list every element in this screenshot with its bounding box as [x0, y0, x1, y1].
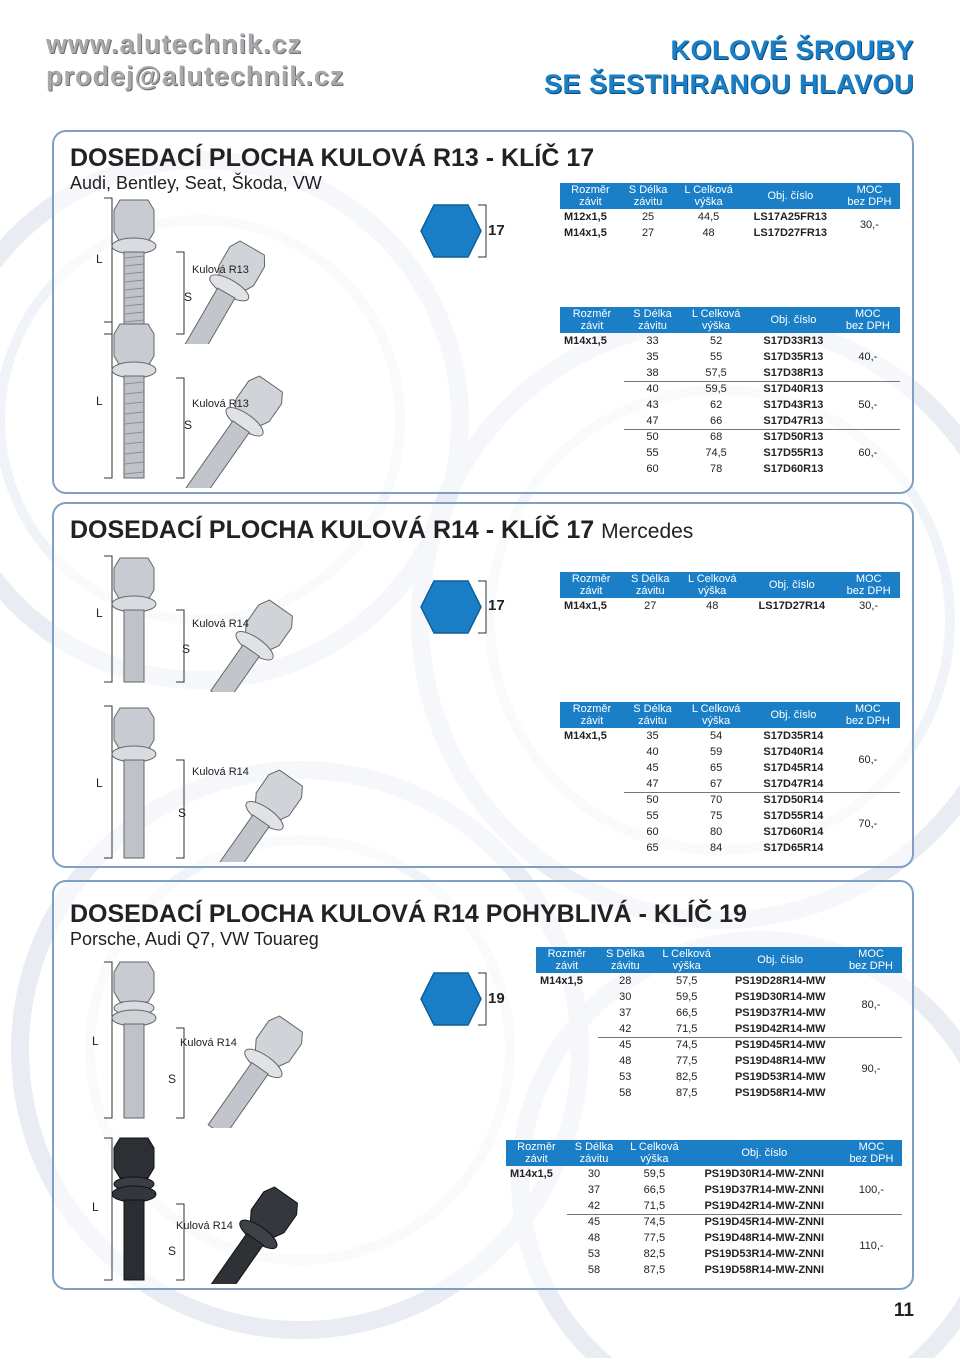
- category-title-line1: KOLOVÉ ŠROUBY: [670, 35, 914, 65]
- seat-type-label: Kulová R14: [192, 618, 249, 630]
- bolt-image: [98, 1134, 358, 1284]
- table-row: 58 87,5 PS19D58R14-MW-ZNNI: [587, 1264, 825, 1276]
- price: 30,-: [859, 600, 879, 612]
- price: 60,-: [858, 753, 878, 766]
- spec-table: Rozměr závit S Délka závitu L Celková výška Obj. číslo MOC bez DPH M14x1,5 35 54 S17D35R14 60,- 40 59 S17D40R14 45 65 S17D45R14 47 67 S17D47R14 50 70 S17D50R14 70,- 55 75 S17D55R14 60 80 S17D60R14 65 84 S17D65R14: [560, 702, 900, 856]
- dimension-S-label: S: [178, 806, 187, 820]
- hex-key-icon: [420, 580, 482, 634]
- spec-table: Rozměr závit S Délka závitu L Celková výška Obj. číslo MOC bez DPH M14x1,5 27 48 LS17D27R14 30,-: [560, 572, 900, 614]
- dimension-L-label: L: [92, 1034, 99, 1048]
- key-dimension-bracket: [478, 204, 488, 258]
- spec-table: Rozměr závit S Délka závitu L Celková výška Obj. číslo MOC bez DPH M14x1,5 28 57,5 PS19D28R14-MW 80,- 30 59,5 PS19D30R14-MW 37 66,5 PS19D37R14-MW 42 71,5 PS19D42R14-MW 45 74,5 PS19D45R14-MW 90,- 48 77,5 PS19D48R14-MW 53 82,5 PS19D53R14-MW 58 87,5 PS19D58R14-MW: [536, 947, 902, 1101]
- page-number: 11: [893, 1300, 914, 1321]
- price: 80,-: [861, 998, 881, 1011]
- seat-type-label: Kulová R13: [192, 398, 249, 410]
- dimension-L-label: L: [96, 394, 103, 408]
- price: 100,-: [858, 1183, 884, 1196]
- table-row: 37 66,5 PS19D37R14-MW: [619, 1007, 826, 1019]
- spec-table: Rozměr závit S Délka závitu L Celková výška Obj. číslo MOC bez DPH M14x1,5 33 52 S17D33R13 40,- 35 55 S17D35R13 38 57,5 S17D38R13 40 59,5 S17D40R13 50,- 43 62 S17D43R13 47 66 S17D47R13 50 68 S17D50R13 60,- 55 74,5 S17D55R13 60 78 S17D60R13: [560, 307, 900, 477]
- table-row: 35 55 S17D35R13: [646, 351, 824, 363]
- key-size: 17: [488, 597, 505, 614]
- table-row: 40 59 S17D40R14: [646, 746, 824, 758]
- price: 90,-: [840, 1037, 902, 1101]
- table-row: 45 74,5 PS19D45R14-MW-ZNNI 110,-: [506, 1214, 902, 1230]
- table-row: 45 65 S17D45R14: [646, 762, 824, 774]
- table-row: 37 66,5 PS19D37R14-MW-ZNNI: [587, 1184, 825, 1196]
- dimension-S-label: S: [168, 1244, 177, 1258]
- price: 110,-: [841, 1214, 902, 1278]
- spec-table: Rozměr závit S Délka závitu L Celková výška Obj. číslo MOC bez DPH M14x1,5 30 59,5 PS19D30R14-MW-ZNNI 100,- 37 66,5 PS19D37R14-MW-ZNNI 42 71,5 PS19D42R14-MW-ZNNI 45 74,5 PS19D45R14-MW-ZNNI 110,- 48 77,5 PS19D48R14-MW-ZNNI 53 82,5 PS19D53R14-MW-ZNNI 58 87,5 PS19D58R14-MW-ZNNI: [506, 1140, 902, 1278]
- table-row: 53 82,5 PS19D53R14-MW: [619, 1071, 826, 1083]
- table-row: M14x1,5 27 48 LS17D27R14 30,-: [560, 598, 900, 614]
- spec-table: Rozměr závit S Délka závitu L Celková výška Obj. číslo MOC bez DPH M12x1,5 25 44,5 LS17A25FR13 30,- M14x1,5 27 48 LS17D27FR13: [560, 183, 900, 241]
- table-row: 47 66 S17D47R13: [646, 414, 824, 427]
- price: 30,-: [859, 219, 879, 231]
- hex-key-icon: [420, 204, 482, 258]
- section-title: DOSEDACÍ PLOCHA KULOVÁ R14 POHYBLIVÁ - KLÍČ 19: [70, 900, 747, 928]
- website-url[interactable]: www.alutechnik.cz: [46, 29, 303, 59]
- dimension-S-label: S: [184, 290, 193, 304]
- table-row: M14x1,5 30 59,5 PS19D30R14-MW-ZNNI 100,-: [506, 1166, 902, 1182]
- section-subtitle: Mercedes: [601, 520, 694, 543]
- table-row: 60 78 S17D60R13: [646, 463, 824, 475]
- seat-type-label: Kulová R13: [192, 264, 249, 276]
- bolt-image: [98, 702, 358, 862]
- dimension-L-label: L: [92, 1200, 99, 1214]
- table-row: 65 84 S17D65R14: [646, 842, 824, 854]
- key-dimension-bracket: [478, 972, 488, 1026]
- table-row: 42 71,5 PS19D42R14-MW: [619, 1022, 826, 1035]
- table-row: 38 57,5 S17D38R13: [646, 366, 824, 379]
- seat-type-label: Kulová R14: [192, 766, 249, 778]
- email-address[interactable]: prodej@alutechnik.cz: [46, 61, 345, 91]
- dimension-S-label: S: [184, 418, 193, 432]
- price: 50,-: [836, 381, 900, 429]
- seat-type-label: Kulová R14: [180, 1037, 237, 1049]
- table-row: 50 70 S17D50R14 70,-: [560, 792, 900, 808]
- table-row: 40 59,5 S17D40R13 50,-: [560, 381, 900, 397]
- key-size: 17: [488, 222, 505, 239]
- table-row: 43 62 S17D43R13: [646, 399, 824, 411]
- dimension-S-label: S: [168, 1072, 177, 1086]
- table-row: 48 77,5 PS19D48R14-MW: [619, 1055, 826, 1067]
- price: 40,-: [858, 350, 878, 363]
- section-title: DOSEDACÍ PLOCHA KULOVÁ R14 - KLÍČ 17 Mercedes: [70, 516, 694, 544]
- table-row: 42 71,5 PS19D42R14-MW-ZNNI: [587, 1199, 825, 1212]
- section-subtitle: Porsche, Audi Q7, VW Touareg: [70, 929, 319, 949]
- table-row: M14x1,5 28 57,5 PS19D28R14-MW 80,-: [536, 973, 902, 989]
- key-size: 19: [488, 990, 505, 1007]
- dimension-L-label: L: [96, 252, 103, 266]
- price: 70,-: [836, 792, 900, 856]
- table-row: 45 74,5 PS19D45R14-MW 90,-: [536, 1037, 902, 1053]
- dimension-L-label: L: [96, 606, 103, 620]
- key-dimension-bracket: [478, 580, 488, 634]
- table-row: 48 77,5 PS19D48R14-MW-ZNNI: [587, 1232, 825, 1244]
- table-row: 55 75 S17D55R14: [646, 810, 824, 822]
- price: 60,-: [836, 429, 900, 477]
- table-row: 30 59,5 PS19D30R14-MW: [619, 991, 826, 1003]
- table-row: M14x1,5 27 48 LS17D27FR13: [564, 227, 828, 239]
- seat-type-label: Kulová R14: [176, 1220, 233, 1232]
- table-row: M14x1,5 33 52 S17D33R13 40,-: [560, 333, 900, 349]
- hex-key-icon: [420, 972, 482, 1026]
- table-row: 60 80 S17D60R14: [646, 826, 824, 838]
- dimension-L-label: L: [96, 776, 103, 790]
- category-title-line2: SE ŠESTIHRANOU HLAVOU: [543, 69, 914, 99]
- table-row: 58 87,5 PS19D58R14-MW: [619, 1087, 826, 1099]
- section-title: DOSEDACÍ PLOCHA KULOVÁ R13 - KLÍČ 17: [70, 144, 595, 172]
- table-row: M14x1,5 35 54 S17D35R14 60,-: [560, 728, 900, 744]
- table-row: 50 68 S17D50R13 60,-: [560, 429, 900, 445]
- section-subtitle: Audi, Bentley, Seat, Škoda, VW: [70, 173, 322, 193]
- dimension-S-label: S: [182, 642, 191, 656]
- table-row: 47 67 S17D47R14: [646, 777, 824, 790]
- table-row: 55 74,5 S17D55R13: [646, 447, 824, 459]
- table-row: 53 82,5 PS19D53R14-MW-ZNNI: [587, 1248, 825, 1260]
- table-row: M12x1,5 25 44,5 LS17A25FR13 30,-: [560, 209, 900, 225]
